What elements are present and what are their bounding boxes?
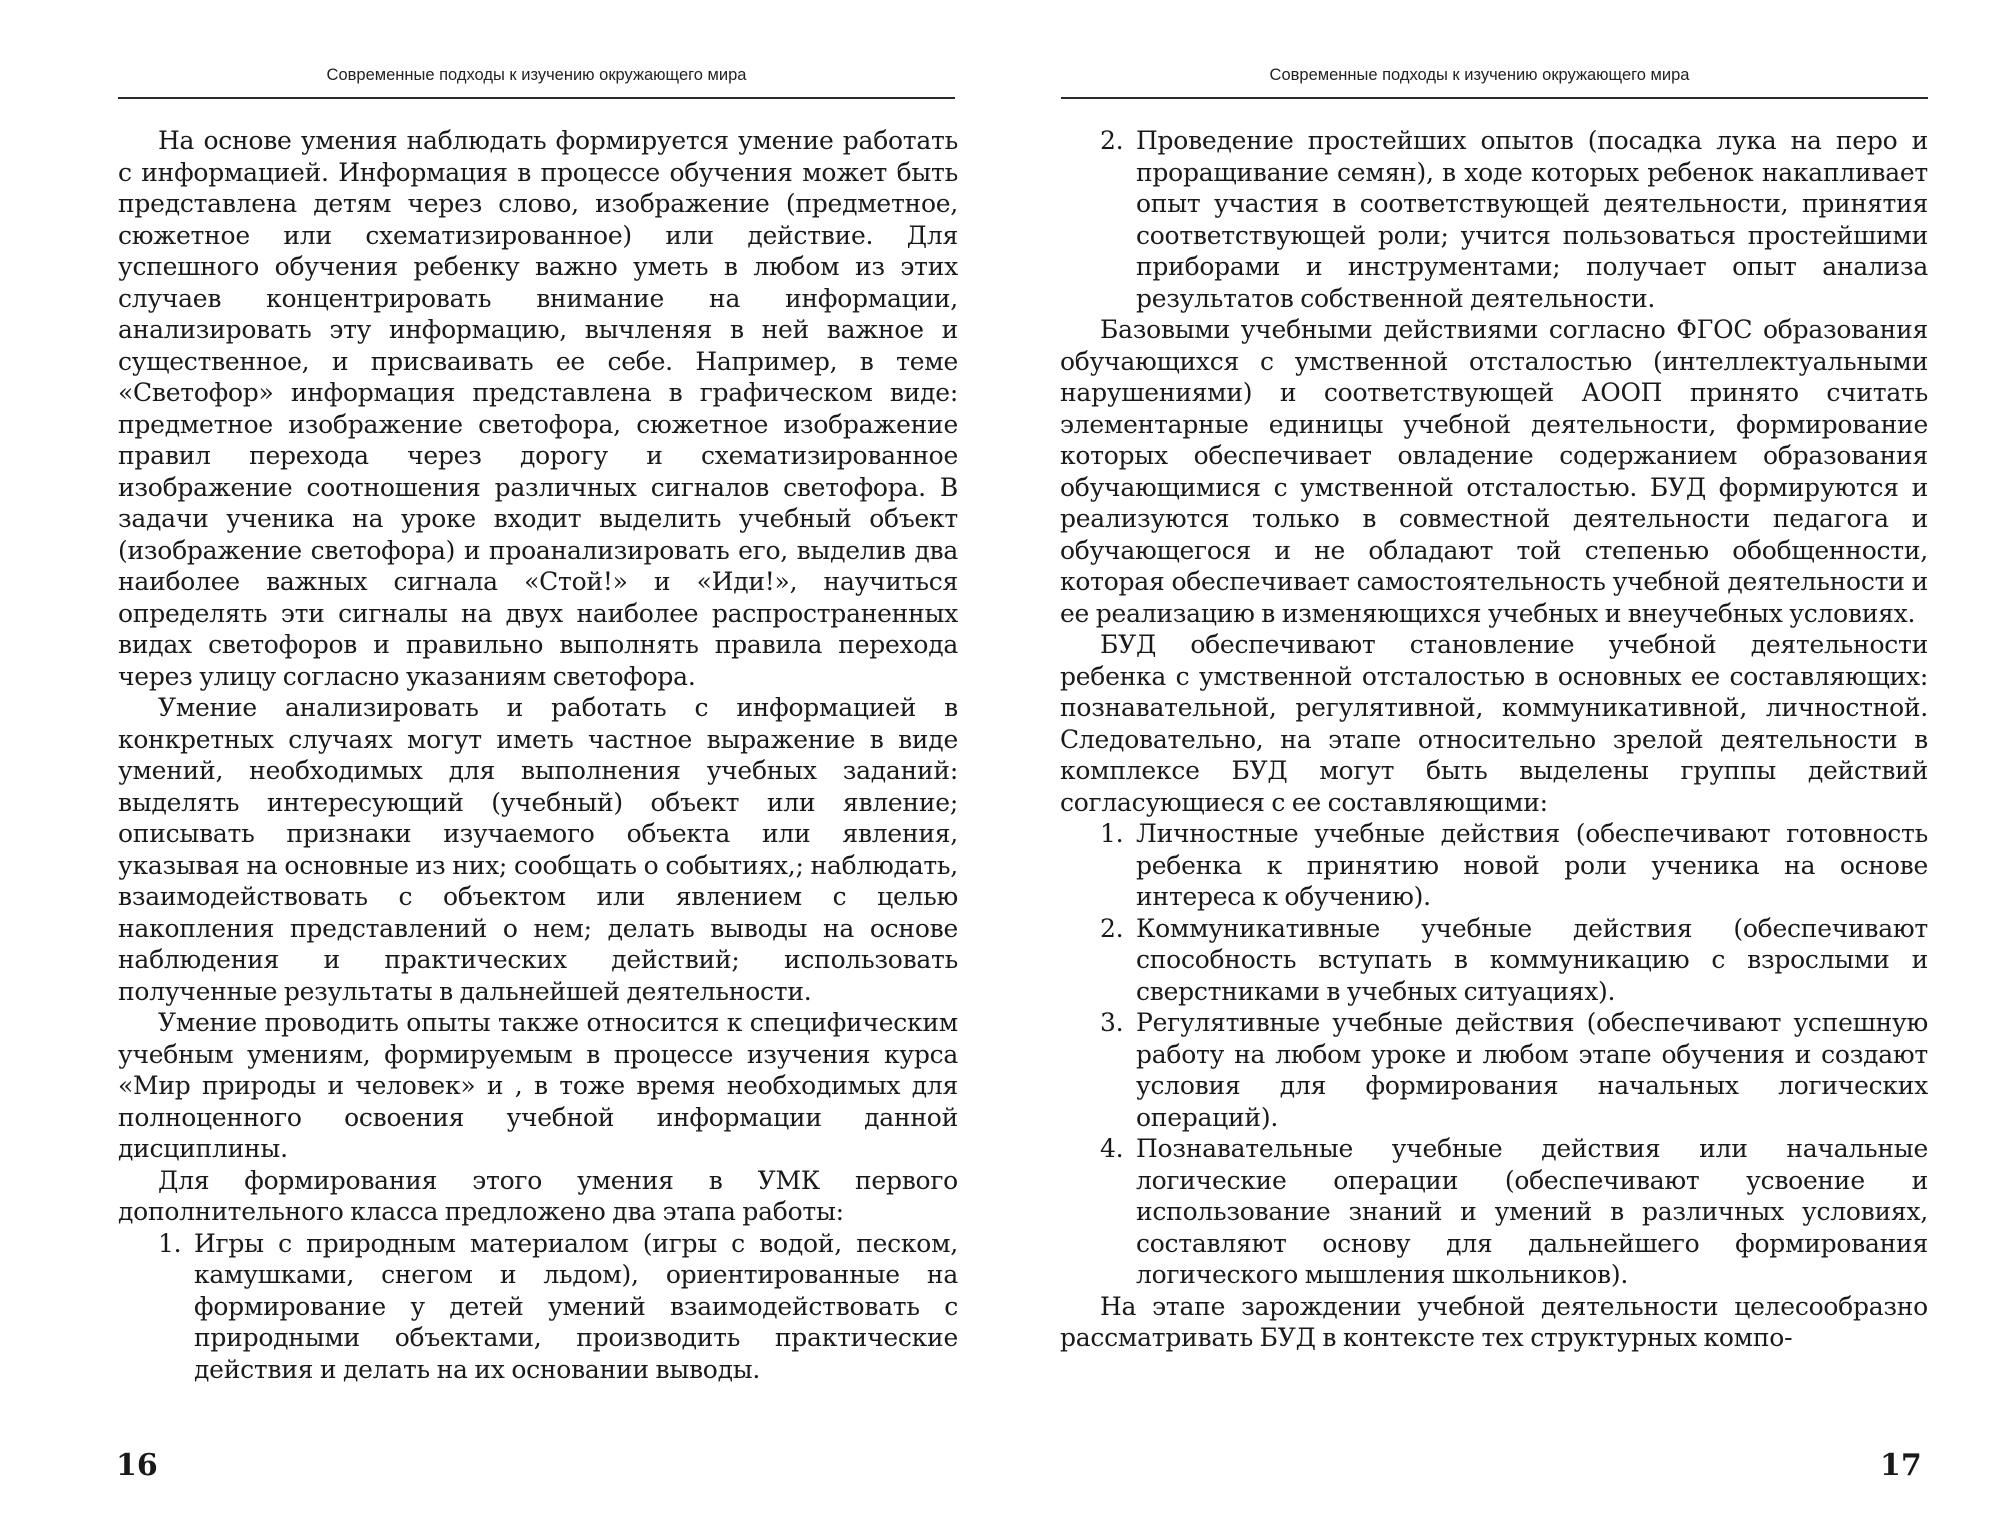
paragraph: Для формирования этого умения в УМК первого дополнительного класса предложено два этапа работы:: [118, 1165, 958, 1226]
page-number: 17: [1880, 1448, 1922, 1483]
list-item: [1060, 1133, 1928, 1291]
running-head: Современные подходы к изучению окружающего мира: [326, 66, 747, 84]
right-page: [1040, 0, 2000, 1520]
paragraph: БУД обеспечивают становление учебной деятельности ребенка с умственной отсталостью в основных ее составляющих: познавательной, регулятивной, коммуникативной, личностной. Следовательно, на этапе относительно зрелой деятельности в комплексе БУД могут быть выделены группы действий согласующиеся с ее составляющими:: [1060, 630, 1928, 817]
list-number: 4.: [1100, 1134, 1124, 1163]
list-item-text: Коммуникативные учебные действия (обеспечивают способность вступать в коммуникацию с взрослыми и сверстниками в учебных ситуациях).: [1136, 913, 1928, 1006]
numbered-list: [1060, 818, 1928, 1291]
numbered-list: [1060, 125, 1928, 314]
paragraph: Умение анализировать и работать с информацией в конкретных случаях могут иметь частное выражение в виде умений, необходимых для выполнения учебных заданий: выделять интересующий (учебный) объект или явление; описывать признаки изучаемого объекта или явления, указывая на основные из них; сообщать о событиях,; наблюдать, взаимодействовать с объектом или явлением с целью накопления представлений о нем; делать выводы на основе наблюдения и практических действий; использовать полученные результаты в дальнейшей деятельности.: [118, 693, 958, 1006]
header-rule: [1061, 97, 1928, 99]
list-number: 1.: [1100, 819, 1124, 848]
list-number: 2.: [1100, 126, 1124, 155]
list-number: 3.: [1100, 1008, 1124, 1037]
list-item: [118, 1228, 958, 1386]
list-item-text: Проведение простейших опытов (посадка лука на перо и проращивание семян), в ходе которых ребенок накапливает опыт участия в соответствующей деятельности, принятия соответствующей роли; учится пользоваться простейшими приборами и инструментами; получает опыт анализа результатов собственной деятельности.: [1136, 126, 1928, 313]
list-item: [1060, 913, 1928, 1008]
numbered-list: [118, 1228, 958, 1386]
list-item: [1060, 1007, 1928, 1133]
list-number: 2.: [1100, 913, 1124, 943]
paragraph: На основе умения наблюдать формируется умение работать с информацией. Информация в процессе обучения может быть представлена детям через слово, изображение (предметное, сюжетное или схематизированное) или действие. Для успешного обучения ребенку важно уметь в любом из этих случаев концентрировать внимание на информации, анализировать эту информацию, вычленяя в ней важное и существенное, и присваивать ее себе. Например, в теме «Светофор» информация представлена в графическом виде: предметное изображение светофора, сюжетное изображение правил перехода через дорогу и схематизированное изображение соотношения различных сигналов светофора. В задачи ученика на уроке входит выделить учебный объект (изображение светофора) и проанализировать его, выделив два наиболее важных сигнала «Стой!» и «Иди!», научиться определять эти сигналы на двух наиболее распространенных видах светофоров и правильно выполнять правила перехода через улицу согласно указаниям светофора.: [118, 126, 958, 691]
header-rule: [118, 97, 955, 99]
list-item-text: Регулятивные учебные действия (обеспечивают успешную работу на любом уроке и любом этапе обучения и создают условия для формирования начальных логических операций).: [1136, 1008, 1928, 1132]
paragraph: На этапе зарождении учебной деятельности целесообразно рассматривать БУД в контексте тех структурных компо-: [1060, 1291, 1928, 1352]
list-item-text: Игры с природным материалом (игры с водой, песком, камушками, снегом и льдом), ориентированные на формирование у детей умений взаимодействовать с природными объектами, производить практические действия и делать на их основании выводы.: [194, 1228, 958, 1384]
list-item: [1060, 818, 1928, 913]
list-item-text: Познавательные учебные действия или начальные логические операции (обеспечивают усвоение и использование знаний и умений в различных условиях, составляют основу для дальнейшего формирования логического мышления школьников).: [1136, 1134, 1928, 1289]
page-body: [118, 125, 958, 1385]
page-body: [1060, 125, 1928, 1354]
paragraph: Базовыми учебными действиями согласно ФГОС образования обучающихся с умственной отсталостью (интеллектуальными нарушениями) и соответствующей АООП принято считать элементарные единицы учебной деятельности, формирование которых обеспечивает овладение содержанием образования обучающимися с умственной отсталостью. БУД формируются и реализуются только в совместной деятельности педагога и обучающегося и не обладают той степенью обобщенности, которая обеспечивает самостоятельность учебной деятельности и ее реализацию в изменяющихся учебных и внеучебных условиях.: [1060, 315, 1928, 628]
list-item: [1060, 125, 1928, 314]
running-head: Современные подходы к изучению окружающего мира: [1269, 66, 1690, 84]
page-number: 16: [116, 1448, 158, 1483]
list-item-text: Личностные учебные действия (обеспечивают готовность ребенка к принятию новой роли ученика на основе интереса к обучению).: [1136, 819, 1928, 911]
paragraph: Умение проводить опыты также относится к специфическим учебным умениям, формируемым в процессе изучения курса «Мир природы и человек» и , в тоже время необходимых для полноценного освоения учебной информации данной дисциплины.: [118, 1008, 958, 1163]
list-number: 1.: [158, 1228, 182, 1258]
